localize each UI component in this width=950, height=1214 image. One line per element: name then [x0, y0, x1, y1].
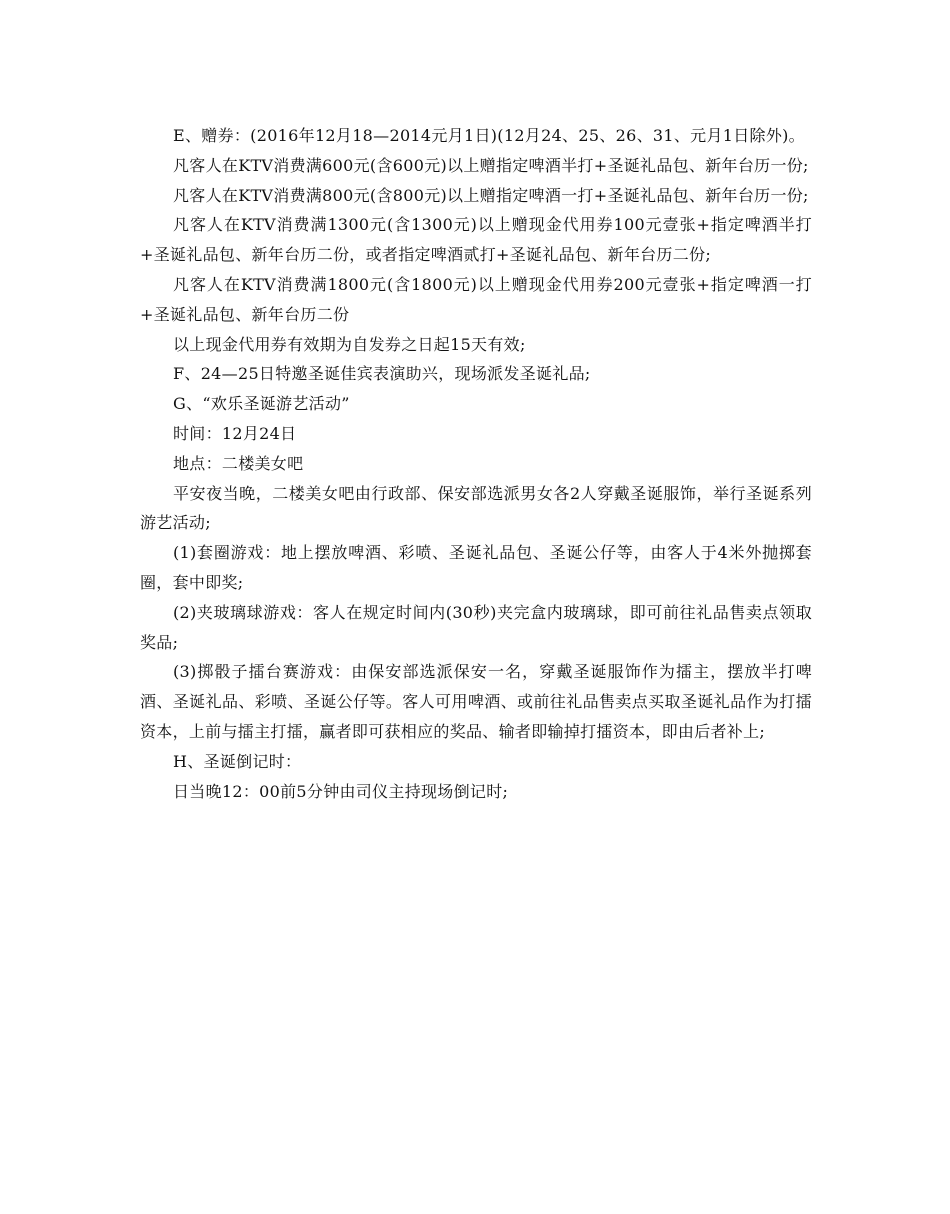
paragraph-event-time: 时间：12月24日: [173, 423, 297, 443]
paragraph-countdown: 日当晚12：00前5分钟由司仪主持现场倒记时;: [173, 781, 509, 801]
paragraph-tier-800: 凡客人在KTV消费满800元(含800元)以上赠指定啤酒一打+圣诞礼品包、新年台历一份;: [173, 185, 809, 205]
paragraph-game-marbles: (2)夹玻璃球游戏：客人在规定时间内(30秒)夹完盒内玻璃球，即可前往礼品售卖点领取奖品;: [140, 602, 812, 652]
paragraph-section-f: F、24—25日特邀圣诞佳宾表演助兴，现场派发圣诞礼品;: [173, 364, 591, 384]
paragraph-game-ring-toss: (1)套圈游戏：地上摆放啤酒、彩喷、圣诞礼品包、圣诞公仔等，由客人于4米外抛掷套圈，套中即奖;: [140, 543, 812, 592]
paragraph-event-description: 平安夜当晚，二楼美女吧由行政部、保安部选派男女各2人穿戴圣诞服饰，举行圣诞系列游艺活动;: [140, 483, 812, 533]
paragraph-tier-600: 凡客人在KTV消费满600元(含600元)以上赠指定啤酒半打+圣诞礼品包、新年台历一份;: [173, 155, 809, 175]
document-body: [140, 121, 812, 806]
paragraph-game-dice: (3)掷骰子擂台赛游戏：由保安部选派保安一名，穿戴圣诞服饰作为擂主，摆放半打啤酒、圣诞礼品、彩喷、圣诞公仔等。客人可用啤酒、或前往礼品售卖点买取圣诞礼品作为打擂资本，上前与擂主打擂，赢者即可获相应的奖品、输者即输掉打擂资本，即由后者补上;: [140, 662, 812, 741]
paragraph-event-location: 地点：二楼美女吧: [173, 453, 304, 473]
paragraph-voucher-validity: 以上现金代用券有效期为自发券之日起15天有效;: [173, 334, 526, 354]
paragraph-tier-1800: 凡客人在KTV消费满1800元(含1800元)以上赠现金代用券200元壹张+指定啤酒一打+圣诞礼品包、新年台历二份: [140, 274, 812, 324]
paragraph-voucher-heading: E、赠券：(2016年12月18—2014元月1日)(12月24、25、26、31、元月1日除外)。: [173, 126, 805, 145]
paragraph-tier-1300: 凡客人在KTV消费满1300元(含1300元)以上赠现金代用券100元壹张+指定啤酒半打+圣诞礼品包、新年台历二份，或者指定啤酒贰打+圣诞礼品包、新年台历二份;: [140, 215, 812, 265]
paragraph-section-h: H、圣诞倒记时：: [173, 751, 302, 771]
paragraph-section-g: G、“欢乐圣诞游艺活动”: [173, 394, 350, 414]
